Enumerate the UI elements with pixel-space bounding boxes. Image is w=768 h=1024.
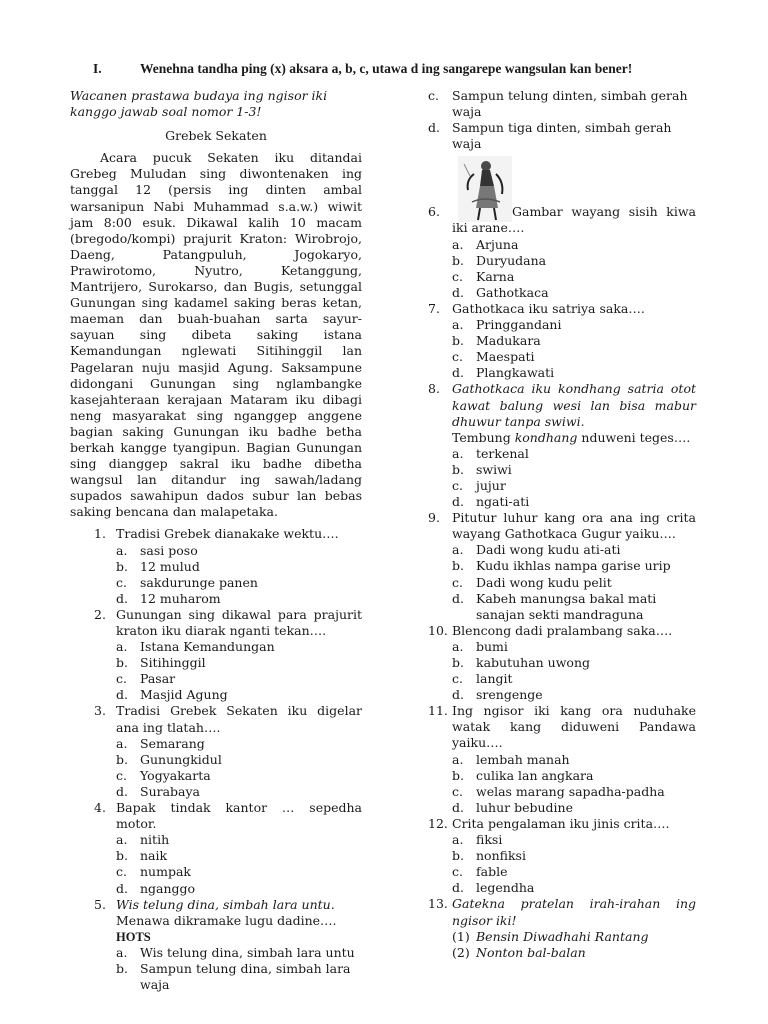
option[interactable] bbox=[452, 237, 696, 253]
option[interactable] bbox=[116, 639, 362, 655]
option[interactable] bbox=[452, 880, 696, 896]
option-letter: d. bbox=[452, 284, 464, 300]
statement-number: (2) bbox=[452, 944, 470, 960]
option-letter: a. bbox=[452, 832, 464, 848]
option-letter: b. bbox=[452, 333, 464, 349]
option-text: Karna bbox=[476, 268, 515, 284]
question-text: Pitutur luhur kang ora ana ing crita wayang Gathotkaca Gugur yaiku…. bbox=[452, 510, 696, 542]
option[interactable] bbox=[452, 494, 696, 510]
option-letter: d. bbox=[452, 687, 464, 703]
question-13 bbox=[428, 896, 696, 960]
question-number: 6. bbox=[428, 204, 440, 220]
question-12 bbox=[428, 816, 696, 896]
question-2 bbox=[70, 607, 362, 704]
option-text: fable bbox=[476, 864, 508, 880]
question-text: Gunungan sing dikawal para prajurit kraton iku diarak nganti tekan…. bbox=[116, 606, 362, 638]
option[interactable] bbox=[452, 800, 696, 816]
option-text: bumi bbox=[476, 638, 508, 654]
option-text: Istana Kemandungan bbox=[140, 639, 275, 655]
option-letter: c. bbox=[116, 574, 127, 590]
statement-item bbox=[452, 945, 696, 961]
option-letter: d. bbox=[116, 783, 128, 799]
option-letter: a. bbox=[116, 542, 128, 558]
option-text: Sampun tiga dinten, simbah gerah waja bbox=[452, 120, 672, 152]
option-text: Maespati bbox=[476, 349, 535, 365]
question-1 bbox=[70, 526, 362, 606]
question-text: Gambar wayang sisih kiwa iki arane…. bbox=[452, 204, 696, 236]
question-text-prefix: Tembung bbox=[452, 429, 515, 445]
option[interactable] bbox=[452, 575, 696, 591]
option-letter: c. bbox=[452, 671, 463, 687]
option-letter: b. bbox=[452, 848, 464, 864]
option-text: langit bbox=[476, 671, 513, 687]
option[interactable] bbox=[452, 478, 696, 494]
option-letter: b. bbox=[116, 655, 128, 671]
question-number: 12. bbox=[428, 815, 448, 831]
option[interactable] bbox=[116, 687, 362, 703]
question-text: Bapak tindak kantor … sepedha motor. bbox=[116, 800, 362, 832]
option[interactable] bbox=[452, 752, 696, 768]
option-letter: d. bbox=[452, 880, 464, 896]
option-letter: c. bbox=[452, 574, 463, 590]
question-number: 3. bbox=[94, 703, 106, 719]
option-text: Wis telung dina, simbah lara untu bbox=[140, 944, 355, 960]
question-5 bbox=[70, 897, 362, 994]
option-letter: b. bbox=[116, 848, 128, 864]
option[interactable] bbox=[452, 462, 696, 478]
question-number: 11. bbox=[428, 703, 448, 719]
option[interactable] bbox=[452, 848, 696, 864]
option-letter: b. bbox=[452, 252, 464, 268]
option[interactable] bbox=[116, 784, 362, 800]
option-letter: a. bbox=[452, 638, 464, 654]
option-letter: d. bbox=[116, 687, 128, 703]
option-letter: a. bbox=[116, 735, 128, 751]
option-letter: c. bbox=[452, 349, 463, 365]
option[interactable] bbox=[116, 752, 362, 768]
option[interactable] bbox=[452, 671, 696, 687]
option-letter: d. bbox=[452, 494, 464, 510]
option-text: nganggo bbox=[140, 880, 196, 896]
option-text: jujur bbox=[476, 477, 506, 493]
question-text-suffix: nduweni teges…. bbox=[577, 429, 691, 445]
option-letter: c. bbox=[452, 477, 463, 493]
question-7 bbox=[428, 301, 696, 381]
question-text: Crita pengalaman iku jinis crita…. bbox=[452, 815, 670, 831]
option-letter: d. bbox=[452, 590, 464, 606]
question-text: Blencong dadi pralambang saka…. bbox=[452, 622, 673, 638]
question-number: 5. bbox=[94, 896, 106, 912]
option-letter: c. bbox=[428, 88, 439, 103]
option-letter: a. bbox=[452, 751, 464, 767]
left-column bbox=[70, 88, 362, 993]
option-letter: b. bbox=[452, 767, 464, 783]
option[interactable] bbox=[116, 832, 362, 848]
option-text: srengenge bbox=[476, 687, 543, 703]
option[interactable] bbox=[116, 559, 362, 575]
option-text: sakdurunge panen bbox=[140, 574, 258, 590]
question-text bbox=[452, 430, 696, 446]
statement-item bbox=[452, 929, 696, 945]
option-text: Sampun telung dina, simbah lara waja bbox=[140, 960, 351, 993]
option-text: Dadi wong kudu ati-ati bbox=[476, 542, 621, 558]
option-letter: a. bbox=[452, 445, 464, 461]
section-instruction-text: Wenehna tandha ping (x) aksara a, b, c, utawa d ing sangarepe wangsulan kan bener! bbox=[140, 61, 633, 76]
option[interactable] bbox=[452, 639, 696, 655]
question-10 bbox=[428, 623, 696, 703]
question-text: Gatekna pratelan irah-irahan ing ngisor iki! bbox=[452, 896, 696, 928]
option-text: Pringgandani bbox=[476, 317, 562, 333]
question-text: Menawa dikramake lugu dadine…. bbox=[116, 912, 337, 928]
option[interactable] bbox=[116, 768, 362, 784]
option-text: Semarang bbox=[140, 735, 205, 751]
option-text: sasi poso bbox=[140, 542, 198, 558]
option-letter: c. bbox=[116, 671, 127, 687]
question-text: Tradisi Grebek Sekaten iku digelar ana ing tlatah…. bbox=[116, 703, 362, 735]
option[interactable] bbox=[452, 253, 696, 269]
question-8 bbox=[428, 381, 696, 510]
option-letter: c. bbox=[452, 783, 463, 799]
option[interactable] bbox=[116, 881, 362, 897]
question-9 bbox=[428, 510, 696, 623]
option-text: lembah manah bbox=[476, 751, 570, 767]
option-letter: c. bbox=[116, 767, 127, 783]
option-letter: b. bbox=[116, 960, 128, 976]
option-letter: b. bbox=[116, 558, 128, 574]
question-number: 1. bbox=[94, 526, 106, 542]
option-letter: d. bbox=[428, 120, 440, 136]
option-letter: d. bbox=[116, 880, 128, 896]
option-letter: a. bbox=[452, 236, 464, 252]
option[interactable] bbox=[452, 317, 696, 333]
option[interactable] bbox=[116, 961, 362, 993]
question-number: 10. bbox=[428, 622, 448, 638]
option-text: nonfiksi bbox=[476, 848, 526, 864]
option-letter: a. bbox=[116, 832, 128, 848]
option-text: Plangkawati bbox=[476, 365, 555, 381]
option-text: Arjuna bbox=[476, 236, 519, 252]
option-text: numpak bbox=[140, 864, 191, 880]
option[interactable] bbox=[452, 832, 696, 848]
option-text: Masjid Agung bbox=[140, 687, 228, 703]
option[interactable] bbox=[452, 269, 696, 285]
option-text: culika lan angkara bbox=[476, 767, 594, 783]
question-number: 13. bbox=[428, 896, 448, 912]
option[interactable] bbox=[116, 671, 362, 687]
option-text: welas marang sapadha-padha bbox=[476, 783, 665, 799]
option-letter: a. bbox=[116, 639, 128, 655]
option-text: fiksi bbox=[476, 832, 503, 848]
question-list-left bbox=[70, 526, 362, 993]
question-keyword: kondhang bbox=[514, 429, 578, 445]
option[interactable] bbox=[116, 575, 362, 591]
question-11 bbox=[428, 703, 696, 816]
hots-label: HOTS bbox=[116, 929, 151, 944]
option-letter: a. bbox=[452, 542, 464, 558]
option-letter: b. bbox=[452, 558, 464, 574]
option-text: Duryudana bbox=[476, 252, 547, 268]
option-text: Dadi wong kudu pelit bbox=[476, 574, 612, 590]
option-text: naik bbox=[140, 848, 168, 864]
question-text: Ing ngisor iki kang ora nuduhake watak kang diduweni Pandawa yaiku…. bbox=[452, 703, 696, 751]
section-number: I. bbox=[93, 61, 102, 76]
option-text: Kabeh manungsa bakal mati sanajan sekti mandraguna bbox=[476, 590, 657, 622]
option[interactable] bbox=[452, 655, 696, 671]
reading-intro: Wacanen prastawa budaya ing ngisor iki kanggo jawab soal nomor 1-3! bbox=[70, 88, 328, 120]
option[interactable] bbox=[452, 446, 696, 462]
option-letter: c. bbox=[116, 864, 127, 880]
option-text: Surabaya bbox=[140, 783, 201, 799]
right-column bbox=[428, 88, 696, 961]
question-number: 2. bbox=[94, 606, 106, 622]
option[interactable] bbox=[116, 543, 362, 559]
option[interactable] bbox=[116, 736, 362, 752]
option-text: 12 mulud bbox=[140, 558, 200, 574]
option-text: legendha bbox=[476, 880, 535, 896]
question-text: Tradisi Grebek dianakake wektu…. bbox=[116, 526, 339, 542]
option[interactable] bbox=[116, 945, 362, 961]
question-number: 4. bbox=[94, 800, 106, 816]
option-text: Sitihinggil bbox=[140, 655, 206, 671]
option-text: swiwi bbox=[476, 461, 512, 477]
option-text: 12 muharom bbox=[140, 590, 221, 606]
option[interactable] bbox=[452, 558, 696, 574]
option-text: nitih bbox=[140, 832, 170, 848]
option[interactable] bbox=[452, 365, 696, 381]
question-5-continued bbox=[428, 88, 696, 152]
statement-number: (1) bbox=[452, 928, 470, 944]
question-number: 8. bbox=[428, 381, 440, 397]
option[interactable] bbox=[116, 655, 362, 671]
option-text: Yogyakarta bbox=[140, 767, 211, 783]
question-number: 9. bbox=[428, 510, 440, 526]
option-letter: c. bbox=[452, 268, 463, 284]
option-text: terkenal bbox=[476, 445, 529, 461]
option-text: Gunungkidul bbox=[140, 751, 222, 767]
option-text: Pasar bbox=[140, 671, 176, 687]
option-letter: d. bbox=[452, 365, 464, 381]
option-letter: d. bbox=[452, 799, 464, 815]
option[interactable] bbox=[428, 88, 696, 120]
story-body: Acara pucuk Sekaten iku ditandai Grebeg Muludan sing diwontenaken ing tanggal 12 (persis ing dinten ambal warsanipun Nabi Muhammad s.a.w.) wiwit jam 8:00 esuk. Dikawal kalih 10 macam (bregodo/kompi) prajurit Kraton: Wirobrojo, Daeng, Patangpuluh, Jogokaryo, Prawirotomo, Nyutro, Ketanggung, Mantrijero, Surokarso, dan Bugis, setunggal Gunungan sing kadamel saking beras ketan, maeman dan buah-buahan sarta sayur-sayuan sing dibeta saking istana Kemandungan nglewati Sitihinggil lan Pagelaran nuju masjid Agung. Saksampune didongani Gunungan sing nglambangke kasejahteraan kerajaan Mataram iku dibagi neng masyarakat sing nganggep anggene bagian saking Gunungan iku badhe betha berkah kangge tyangipun. Bagian Gunungan sing dianggep sakral iku badhe dibetha wangsul lan ditandur ing sawah/ladang supados sawahipun dados subur lan bebas saking bencana dan malapetaka. bbox=[70, 150, 362, 520]
option[interactable] bbox=[116, 591, 362, 607]
option[interactable] bbox=[452, 591, 696, 623]
question-4 bbox=[70, 800, 362, 897]
option-text: ngati-ati bbox=[476, 494, 530, 510]
story-title: Grebek Sekaten bbox=[165, 128, 267, 144]
option-text: luhur bebudine bbox=[476, 799, 573, 815]
question-3 bbox=[70, 703, 362, 800]
option[interactable] bbox=[452, 864, 696, 880]
option-letter: d. bbox=[116, 590, 128, 606]
option-text: Gathotkaca bbox=[476, 284, 549, 300]
option-letter: c. bbox=[452, 864, 463, 880]
statement-text: Nonton bal-balan bbox=[476, 944, 586, 960]
option-letter: a. bbox=[452, 317, 464, 333]
option-text: Sampun telung dinten, simbah gerah waja bbox=[452, 88, 688, 120]
option[interactable] bbox=[452, 784, 696, 800]
option[interactable] bbox=[116, 848, 362, 864]
option-letter: b. bbox=[116, 751, 128, 767]
question-number: 7. bbox=[428, 300, 440, 316]
option-text: Madukara bbox=[476, 333, 541, 349]
option[interactable] bbox=[452, 687, 696, 703]
option[interactable] bbox=[452, 542, 696, 558]
option[interactable] bbox=[116, 864, 362, 880]
option-letter: b. bbox=[452, 655, 464, 670]
option-text: Kudu ikhlas nampa garise urip bbox=[476, 558, 671, 574]
option-letter: b. bbox=[452, 461, 464, 477]
question-quote: Gathotkaca iku kondhang satria otot kawat balung wesi lan bisa mabur dhuwur tanpa swiwi. bbox=[452, 381, 696, 429]
question-quote: Wis telung dina, simbah lara untu. bbox=[116, 896, 335, 912]
option[interactable] bbox=[428, 120, 696, 152]
option[interactable] bbox=[452, 333, 696, 349]
statement-text: Bensin Diwadhahi Rantang bbox=[476, 928, 649, 944]
option[interactable] bbox=[452, 349, 696, 365]
option-text: kabutuhan uwong bbox=[476, 655, 591, 670]
option[interactable] bbox=[452, 285, 696, 301]
question-text: Gathotkaca iku satriya saka…. bbox=[452, 300, 645, 316]
option-letter: a. bbox=[116, 944, 128, 960]
option[interactable] bbox=[452, 768, 696, 784]
question-6 bbox=[428, 204, 696, 301]
